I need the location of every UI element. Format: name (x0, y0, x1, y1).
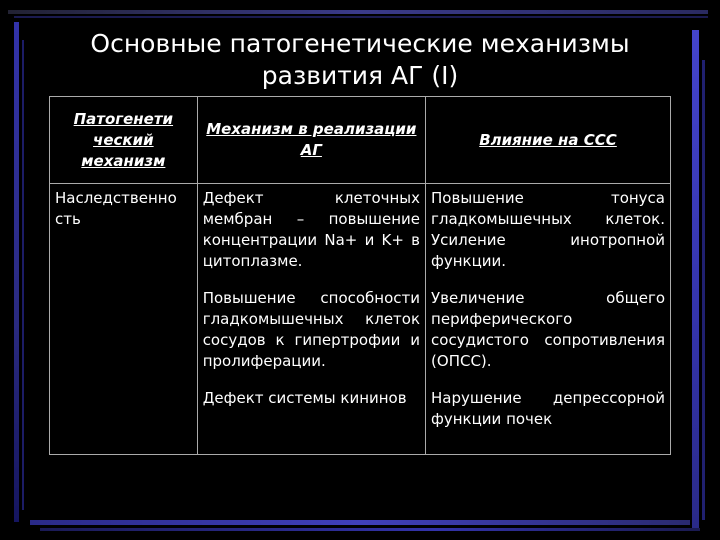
mechanism-text: Наследственно сть (55, 189, 177, 228)
slide-title (40, 28, 680, 92)
table-row (50, 184, 671, 455)
implementation-item-1: Дефект клеточных мембран – повышение концентрации Na+ и K+ в цитоплазме. (202, 189, 421, 270)
frame-bottom-bar (30, 520, 690, 525)
header-effect: Влияние на ССС (426, 97, 671, 184)
table-header-row (50, 97, 671, 184)
implementation-item-2: Повышение способности гладкомышечных клеток сосудов к гипертрофии и пролиферации. (202, 289, 421, 370)
slide-title-line1: Основные патогенетические механизмы (90, 29, 630, 58)
cell-mechanism (50, 184, 198, 455)
frame-left-bar (14, 22, 19, 522)
header-implementation: Механизм в реализации АГ (197, 97, 425, 184)
slide-title-line2: развития АГ (I) (261, 61, 459, 90)
header-mechanism: Патогенети ческий механизм (50, 97, 198, 184)
cell-implementation (197, 184, 425, 455)
effect-item-3: Нарушение депрессорной функции почек (431, 389, 665, 428)
effect-item-2: Увеличение общего периферического сосудистого сопротивления (ОПСС). (431, 289, 665, 370)
frame-top-bar-inner (14, 16, 708, 18)
implementation-item-3: Дефект системы кининов (202, 389, 407, 407)
mechanisms-table (49, 96, 671, 455)
frame-right-bar (692, 30, 699, 530)
frame-left-bar-inner (22, 40, 24, 510)
frame-bottom-bar-inner (40, 528, 700, 531)
frame-top-bar (8, 10, 708, 14)
frame-right-bar-inner (702, 60, 705, 520)
cell-effect (426, 184, 671, 455)
effect-item-1: Повышение тонуса гладкомышечных клеток. Усиление инотропной функции. (431, 189, 665, 270)
